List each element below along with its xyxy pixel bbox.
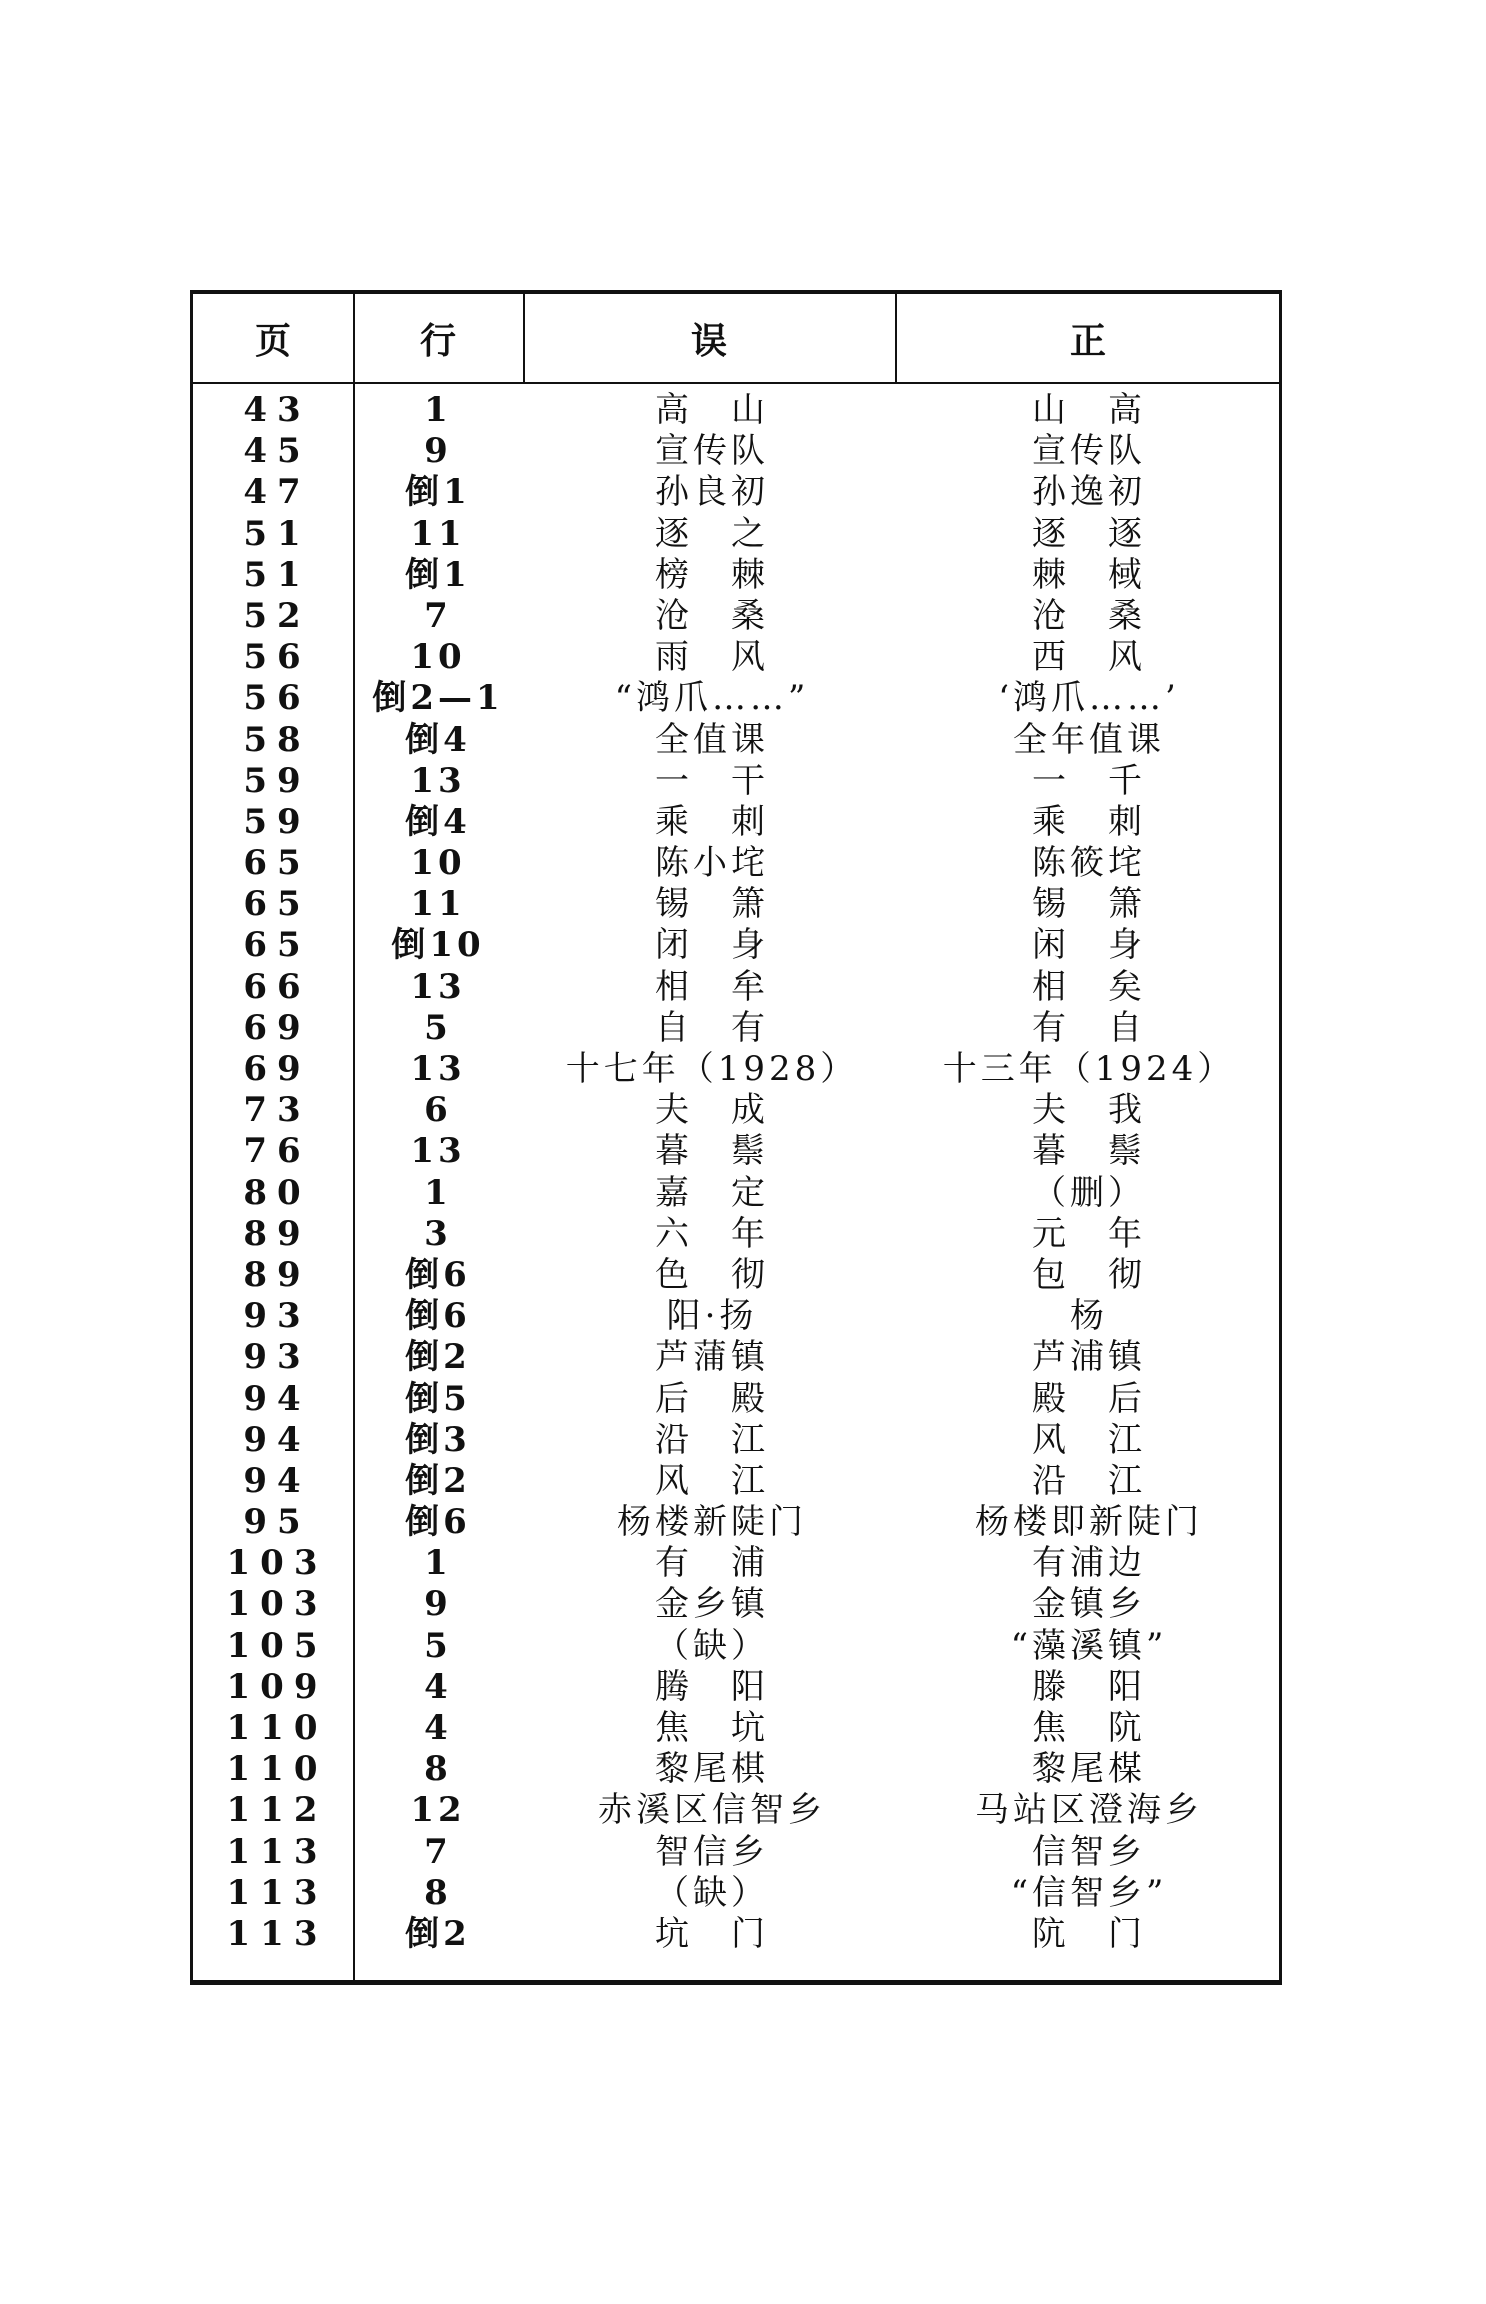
- erratum-text: 黎尾棋: [655, 1749, 769, 1790]
- table-row: [193, 1049, 1279, 1090]
- correction-text: “藻溪镇”: [1010, 1625, 1168, 1666]
- erratum-text: 相 牟: [655, 966, 769, 1007]
- page-number: 69: [243, 1049, 311, 1089]
- correction-text: 滕 阳: [1032, 1666, 1146, 1707]
- correction-text: 沧 桑: [1032, 595, 1146, 636]
- line-number: 11: [410, 884, 466, 925]
- correction-text: 元 年: [1032, 1213, 1146, 1254]
- erratum-text: （缺）: [655, 1872, 769, 1913]
- correction-text: 孙逸初: [1032, 472, 1146, 513]
- erratum-text: 雨 风: [655, 637, 769, 678]
- erratum-text: 焦 坑: [655, 1708, 769, 1748]
- line-number: 10: [410, 843, 466, 884]
- correction-text: 西 风: [1032, 637, 1146, 678]
- correction-text: 锡 箫: [1032, 884, 1146, 925]
- header-rule: [193, 382, 1279, 384]
- line-number: 倒2: [405, 1460, 471, 1501]
- line-number: 倒1: [405, 554, 471, 595]
- table-row: [193, 431, 1279, 472]
- page-number: 65: [243, 925, 311, 966]
- table-row: [193, 596, 1279, 637]
- line-number: 1: [424, 390, 452, 430]
- erratum-text: 阳·扬: [666, 1296, 758, 1337]
- correction-text: 阬 门: [1032, 1913, 1146, 1954]
- line-number: 倒6: [405, 1296, 471, 1337]
- erratum-text: 色 彻: [655, 1254, 769, 1295]
- table-row: [193, 472, 1279, 513]
- correction-text: 殿 后: [1032, 1378, 1146, 1419]
- erratum-text: 全值课: [655, 719, 769, 760]
- erratum-text: 陈小垞: [655, 843, 769, 884]
- page-number: 109: [226, 1666, 328, 1707]
- erratum-text: 自 有: [655, 1007, 769, 1048]
- table-row: [193, 637, 1279, 678]
- table-row: [193, 1461, 1279, 1502]
- line-number: 倒2: [405, 1913, 471, 1954]
- page-number: 56: [243, 678, 311, 719]
- table-row: [193, 1667, 1279, 1708]
- correction-text: 金镇乡: [1032, 1584, 1146, 1625]
- line-number: 倒4: [405, 801, 471, 842]
- line-number: 3: [424, 1213, 452, 1254]
- erratum-text: 金乡镇: [655, 1584, 769, 1625]
- line-number: 1: [424, 1543, 452, 1584]
- line-number: 倒1: [405, 472, 471, 513]
- errata-rows: [193, 390, 1279, 1955]
- correction-text: 夫 我: [1032, 1090, 1146, 1131]
- page-number: 89: [243, 1254, 311, 1295]
- page-number: 113: [226, 1872, 328, 1913]
- line-number: 9: [424, 431, 452, 472]
- table-row: [193, 884, 1279, 925]
- page-number: 103: [226, 1584, 328, 1625]
- correction-text: 芦浦镇: [1032, 1337, 1146, 1378]
- page-number: 51: [243, 513, 311, 554]
- table-row: [193, 967, 1279, 1008]
- erratum-text: 乘 刺: [655, 801, 769, 842]
- header-line: 行: [419, 319, 456, 362]
- page-number: 110: [226, 1708, 328, 1748]
- erratum-text: 逐 之: [655, 513, 769, 554]
- erratum-text: 一 干: [655, 760, 769, 801]
- correction-text: 棘 棫: [1032, 554, 1146, 595]
- erratum-text: 榜 棘: [655, 554, 769, 595]
- correction-text: 马站区澄海乡: [975, 1790, 1203, 1831]
- line-number: 倒2—1: [372, 678, 504, 719]
- table-row: [193, 1255, 1279, 1296]
- correction-text: 风 江: [1032, 1419, 1146, 1460]
- correction-text: 有浦边: [1032, 1543, 1146, 1584]
- erratum-text: 芦蒲镇: [655, 1337, 769, 1378]
- page-number: 93: [243, 1337, 311, 1378]
- erratum-text: “鸿爪……”: [614, 678, 810, 719]
- line-number: 7: [424, 1831, 452, 1872]
- correction-text: 乘 刺: [1032, 801, 1146, 842]
- table-row: [193, 514, 1279, 555]
- line-number: 13: [410, 760, 466, 801]
- page-number: 51: [243, 554, 311, 595]
- table-row: [193, 1379, 1279, 1420]
- correction-text: 杨楼即新陡门: [975, 1502, 1203, 1543]
- correction-text: 宣传队: [1032, 431, 1146, 472]
- correction-text: 暮 鬃: [1032, 1131, 1146, 1172]
- line-number: 倒6: [405, 1502, 471, 1543]
- correction-text: “信智乡”: [1010, 1872, 1168, 1913]
- table-row: [193, 1749, 1279, 1790]
- page-number: 95: [243, 1502, 311, 1543]
- correction-text: （删）: [1032, 1172, 1146, 1213]
- erratum-text: 十七年（1928）: [565, 1049, 859, 1089]
- erratum-text: 风 江: [655, 1460, 769, 1501]
- header-right: 正: [1069, 319, 1106, 362]
- table-row: [193, 925, 1279, 966]
- table-row: [193, 720, 1279, 761]
- line-number: 9: [424, 1584, 452, 1625]
- erratum-text: 夫 成: [655, 1090, 769, 1131]
- correction-text: 焦 阬: [1032, 1708, 1146, 1748]
- table-row: [193, 843, 1279, 884]
- erratum-text: 智信乡: [655, 1831, 769, 1872]
- line-number: 13: [410, 1131, 466, 1172]
- table-row: [193, 1790, 1279, 1831]
- page-number: 59: [243, 801, 311, 842]
- table-row: [193, 1584, 1279, 1625]
- erratum-text: 高 山: [655, 390, 769, 430]
- table-row: [193, 1173, 1279, 1214]
- table-row: [193, 555, 1279, 596]
- erratum-text: 嘉 定: [655, 1172, 769, 1213]
- table-row: [193, 678, 1279, 719]
- line-number: 倒5: [405, 1378, 471, 1419]
- erratum-text: 宣传队: [655, 431, 769, 472]
- table-row: [193, 1337, 1279, 1378]
- table-row: [193, 1708, 1279, 1749]
- page-number: 47: [243, 472, 311, 513]
- page-number: 69: [243, 1007, 311, 1048]
- page-number: 112: [226, 1790, 328, 1831]
- correction-text: 逐 逐: [1032, 513, 1146, 554]
- erratum-text: 锡 箫: [655, 884, 769, 925]
- page-number: 56: [243, 637, 311, 678]
- page-number: 94: [243, 1419, 311, 1460]
- page-number: 76: [243, 1131, 311, 1172]
- page-number: 65: [243, 843, 311, 884]
- erratum-text: 孙良初: [655, 472, 769, 513]
- table-row: [193, 1420, 1279, 1461]
- line-number: 1: [424, 1172, 452, 1213]
- table-row: [193, 761, 1279, 802]
- page-number: 65: [243, 884, 311, 925]
- page-number: 93: [243, 1296, 311, 1337]
- line-number: 12: [410, 1790, 466, 1831]
- erratum-text: 坑 门: [655, 1913, 769, 1954]
- page-number: 103: [226, 1543, 328, 1584]
- correction-text: 一 千: [1032, 760, 1146, 801]
- table-row: [193, 1214, 1279, 1255]
- table-row: [193, 1832, 1279, 1873]
- line-number: 4: [424, 1708, 452, 1748]
- page-number: 80: [243, 1172, 311, 1213]
- erratum-text: 后 殿: [655, 1378, 769, 1419]
- page-number: 73: [243, 1090, 311, 1131]
- line-number: 11: [410, 513, 466, 554]
- erratum-text: 赤溪区信智乡: [598, 1790, 826, 1831]
- correction-text: 十三年（1924）: [942, 1049, 1236, 1089]
- table-row: [193, 390, 1279, 431]
- erratum-text: 闭 身: [655, 925, 769, 966]
- table-row: [193, 1131, 1279, 1172]
- erratum-text: 沧 桑: [655, 595, 769, 636]
- page-number: 89: [243, 1213, 311, 1254]
- page-number: 113: [226, 1913, 328, 1954]
- correction-text: 包 彻: [1032, 1254, 1146, 1295]
- page-number: 113: [226, 1831, 328, 1872]
- correction-text: 沿 江: [1032, 1460, 1146, 1501]
- correction-text: 相 矣: [1032, 966, 1146, 1007]
- table-row: [193, 1873, 1279, 1914]
- line-number: 倒2: [405, 1337, 471, 1378]
- table-row: [193, 1090, 1279, 1131]
- line-number: 8: [424, 1872, 452, 1913]
- table-row: [193, 1626, 1279, 1667]
- correction-text: 杨: [1070, 1296, 1108, 1337]
- erratum-text: 暮 鬃: [655, 1131, 769, 1172]
- correction-text: 黎尾楳: [1032, 1749, 1146, 1790]
- header-page: 页: [254, 319, 291, 362]
- line-number: 10: [410, 637, 466, 678]
- page-number: 45: [243, 431, 311, 472]
- correction-text: ‘鸿爪……’: [998, 678, 1180, 719]
- table-row: [193, 1502, 1279, 1543]
- correction-text: 陈筱垞: [1032, 843, 1146, 884]
- table-row: [193, 1296, 1279, 1337]
- erratum-text: 沿 江: [655, 1419, 769, 1460]
- page-number: 52: [243, 595, 311, 636]
- page-number: 110: [226, 1749, 328, 1790]
- table-row: [193, 802, 1279, 843]
- line-number: 7: [424, 595, 452, 636]
- line-number: 5: [424, 1625, 452, 1666]
- page-number: 94: [243, 1378, 311, 1419]
- line-number: 8: [424, 1749, 452, 1790]
- line-number: 倒10: [391, 925, 485, 966]
- correction-text: 全年值课: [1013, 719, 1165, 760]
- header-wrong: 误: [690, 319, 727, 362]
- table-row: [193, 1914, 1279, 1955]
- line-number: 倒3: [405, 1419, 471, 1460]
- correction-text: 有 自: [1032, 1007, 1146, 1048]
- line-number: 倒6: [405, 1254, 471, 1295]
- page-number: 105: [226, 1625, 328, 1666]
- line-number: 4: [424, 1666, 452, 1707]
- correction-text: 闲 身: [1032, 925, 1146, 966]
- line-number: 倒4: [405, 719, 471, 760]
- errata-table: [190, 290, 1282, 1985]
- page-number: 66: [243, 966, 311, 1007]
- erratum-text: 杨楼新陡门: [617, 1502, 807, 1543]
- erratum-text: （缺）: [655, 1625, 769, 1666]
- correction-text: 信智乡: [1032, 1831, 1146, 1872]
- correction-text: 山 高: [1032, 390, 1146, 430]
- erratum-text: 六 年: [655, 1213, 769, 1254]
- table-row: [193, 1008, 1279, 1049]
- page-number: 94: [243, 1460, 311, 1501]
- page-number: 59: [243, 760, 311, 801]
- line-number: 5: [424, 1007, 452, 1048]
- page-number: 43: [243, 390, 311, 430]
- line-number: 6: [424, 1090, 452, 1131]
- page-number: 58: [243, 719, 311, 760]
- table-row: [193, 1543, 1279, 1584]
- erratum-text: 腾 阳: [655, 1666, 769, 1707]
- line-number: 13: [410, 966, 466, 1007]
- line-number: 13: [410, 1049, 466, 1089]
- erratum-text: 有 浦: [655, 1543, 769, 1584]
